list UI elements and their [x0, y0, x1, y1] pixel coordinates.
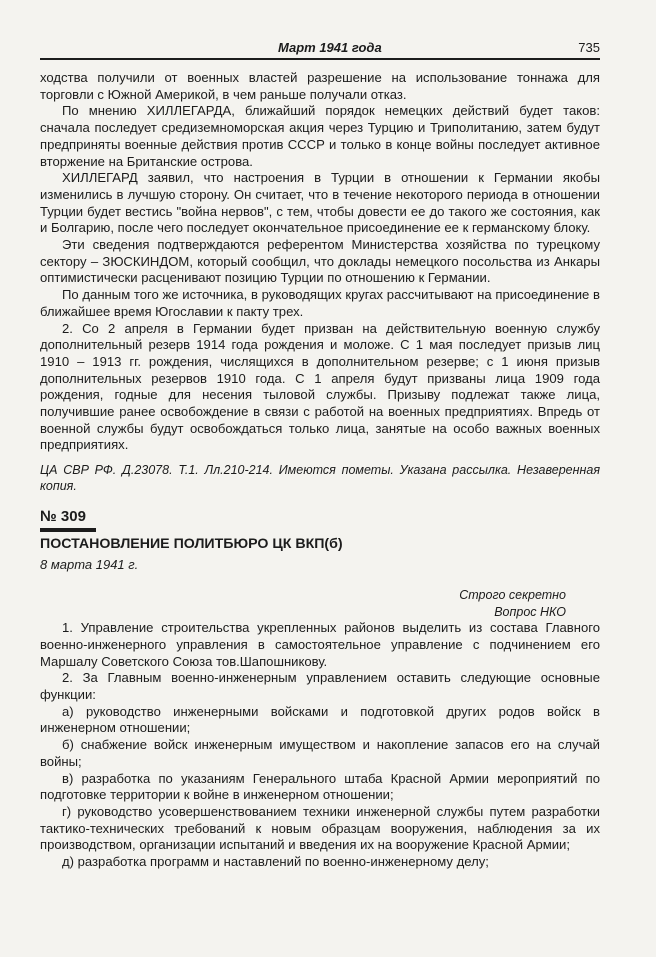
list-item: в) разработка по указаниям Генерального штаба Красной Армии мероприятий по подготовке территории к войне в инженерном отношении;	[40, 770, 600, 803]
list-item: а) руководство инженерными войсками и подготовкой других родов войск в инженерном отношении;	[40, 703, 600, 736]
running-title: Март 1941 года	[278, 40, 382, 55]
list-item: г) руководство усовершенствованием техники инженерной службы путем разработки тактико-технических требований к новым образцам вооружения, наблюдения за их производством, организации испытаний и введения их на вооружение Красной Армии;	[40, 803, 600, 853]
paragraph: ХИЛЛЕГАРД заявил, что настроения в Турции в отношении к Германии якобы изменились в лучшую сторону. Он считает, что в течение некоторого периода в отношении Турции будет вестись "война нервов", с тем, чтобы довести ее до такого же состояния, как и Болгарию, после чего последует окончательное присоединение ее к германскому блоку.	[40, 170, 600, 236]
paragraph: По мнению ХИЛЛЕГАРДА, ближайший порядок немецких действий будет таков: сначала последует средиземноморская акция через Турцию и Триполитанию, затем будут предприняты военные действия против СССР и только в конце войны последует активное вторжение на Британские острова.	[40, 103, 600, 169]
paragraph: 1. Управление строительства укрепленных районов выделить из состава Главного военно-инженерного управления в самостоятельное управление с подчинением его Маршалу Советского Союза тов.Шапошникову.	[40, 620, 600, 669]
document-number-rule	[40, 528, 96, 532]
list-item: д) разработка программ и наставлений по военно-инженерному делу;	[62, 854, 489, 870]
paragraph: 2. Со 2 апреля в Германии будет призван на действительную военную службу дополнительный резерв 1914 года рождения и моложе. С 1 мая последует призыв лиц 1910 – 1913 гг. рождения, числящихся в дополнительном резерве; с 1 июня призыв дополнительных резервов 1910 года. С 1 апреля будут призваны лица 1909 года рождения, годные для несения тыловой службы. Призыву подлежат также лица, получившие ранее освобождение в связи с работой на военных предприятиях. Впредь от военной службы будут освобождаться только лица, занятые на особо важных военных предприятиях.	[40, 320, 600, 453]
document-heading	[40, 508, 600, 573]
paragraph: 2. За Главным военно-инженерным управлением оставить следующие основные функции:	[40, 670, 600, 702]
archive-source-note: ЦА СВР РФ. Д.23078. Т.1. Лл.210-214. Имеются пометы. Указана рассылка. Незаверенная копия.	[40, 463, 600, 494]
document-title: ПОСТАНОВЛЕНИЕ ПОЛИТБЮРО ЦК ВКП(б)	[40, 536, 343, 553]
classification-block	[40, 587, 566, 620]
paragraph: ходства получили от военных властей разрешение на использование тоннажа для торговли с Южной Америкой, в чем раньше получали отказ.	[40, 70, 600, 102]
document-date: 8 марта 1941 г.	[40, 557, 139, 573]
classification-label: Строго секретно	[459, 588, 566, 603]
paragraph: Эти сведения подтверждаются референтом Министерства хозяйства по турецкому сектору – ЗЮСКИНДОМ, который сообщил, что доклады немецкого посольства из Анкары оптимистически расценивают позицию Турции по отношению к Германии.	[40, 237, 600, 286]
paragraph: По данным того же источника, в руководящих кругах рассчитывают на присоединение в ближайшее время Югославии к пакту трех.	[40, 287, 600, 319]
page-body	[40, 70, 600, 871]
question-label: Вопрос НКО	[494, 604, 566, 619]
page-header	[40, 40, 600, 60]
page-number: 735	[578, 40, 600, 55]
document-number: № 309	[40, 508, 86, 526]
list-item: б) снабжение войск инженерным имуществом и накопление запасов его на случай войны;	[40, 737, 600, 769]
